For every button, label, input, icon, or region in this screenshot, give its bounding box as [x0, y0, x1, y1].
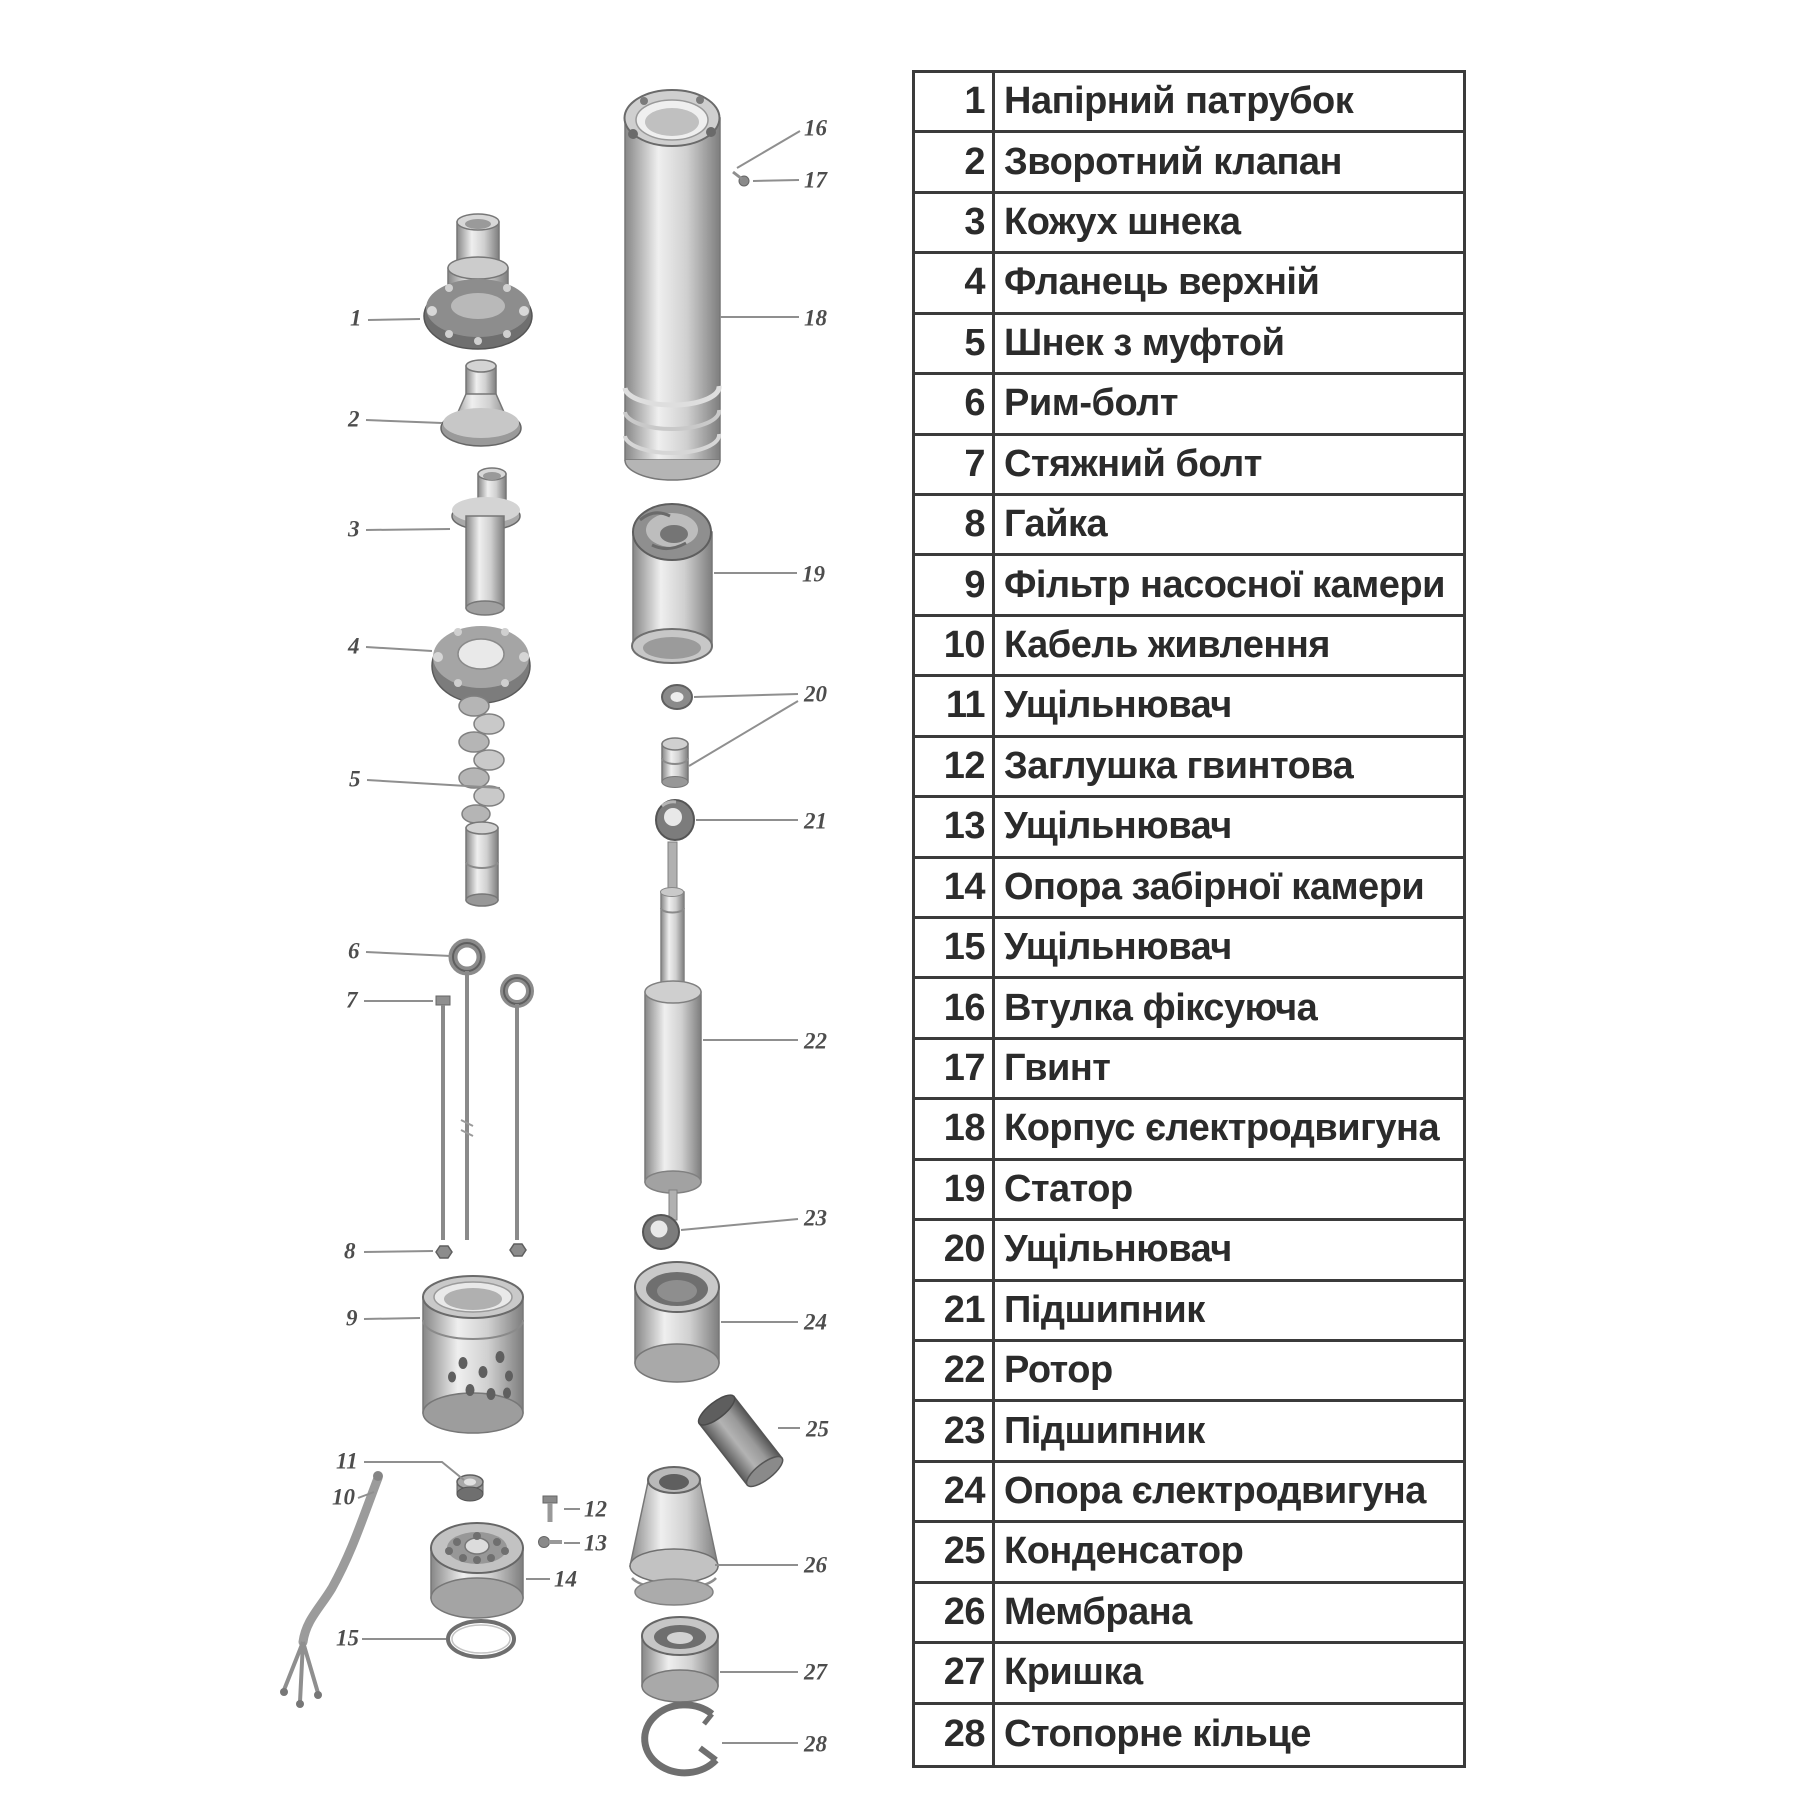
callout-label: 22	[804, 1028, 827, 1054]
part-24-motor-support	[635, 1262, 719, 1382]
part-number: 5	[915, 315, 995, 375]
part-7-tie-bolts	[436, 971, 517, 1240]
callout-label: 28	[804, 1731, 827, 1757]
part-name: Ротор	[995, 1342, 1463, 1402]
part-number: 22	[915, 1342, 995, 1402]
leader-line	[366, 420, 442, 423]
part-number: 4	[915, 254, 995, 314]
part-4-upper-flange	[432, 626, 530, 703]
callout-label: 27	[804, 1659, 827, 1685]
callout-label: 8	[344, 1238, 356, 1264]
part-name: Кожух шнека	[995, 194, 1463, 254]
leader-line	[689, 701, 798, 766]
leader-line	[753, 180, 799, 181]
part-name: Рим-болт	[995, 375, 1463, 435]
callout-label: 13	[584, 1530, 607, 1556]
part-number: 2	[915, 133, 995, 193]
part-22-rotor	[645, 842, 701, 1220]
leader-line	[366, 529, 450, 530]
part-number: 17	[915, 1040, 995, 1100]
part-number: 24	[915, 1463, 995, 1523]
callout-label: 10	[332, 1484, 355, 1510]
part-11-seal-nut	[457, 1475, 483, 1501]
part-number: 7	[915, 436, 995, 496]
part-number: 18	[915, 1100, 995, 1160]
part-name: Гайка	[995, 496, 1463, 556]
part-2-check-valve	[441, 360, 521, 446]
callout-label: 6	[348, 938, 360, 964]
part-12-screw-plug	[543, 1496, 557, 1522]
part-name: Конденсатор	[995, 1523, 1463, 1583]
callout-label: 14	[554, 1566, 577, 1592]
leader-line	[364, 1318, 420, 1319]
callout-label: 19	[802, 561, 825, 587]
callout-label: 4	[348, 633, 360, 659]
part-number: 28	[915, 1705, 995, 1765]
part-number: 14	[915, 859, 995, 919]
callout-label: 23	[804, 1205, 827, 1231]
leader-line	[681, 1219, 798, 1230]
part-name: Опора єлектродвигуна	[995, 1463, 1463, 1523]
callout-label: 21	[804, 808, 827, 834]
callout-label: 2	[348, 406, 360, 432]
leader-line	[368, 319, 420, 320]
part-number: 3	[915, 194, 995, 254]
part-name: Ущільнювач	[995, 1221, 1463, 1281]
part-name: Опора забірної камери	[995, 859, 1463, 919]
part-3-auger-casing	[452, 468, 520, 615]
part-name: Ущільнювач	[995, 798, 1463, 858]
part-name: Підшипник	[995, 1282, 1463, 1342]
part-21-bearing	[656, 800, 694, 840]
part-5-auger-screw	[459, 696, 504, 906]
callout-label: 24	[804, 1309, 827, 1335]
part-name: Напірний патрубок	[995, 73, 1463, 133]
part-13-seal-screw	[539, 1537, 563, 1548]
callout-label: 20	[804, 681, 827, 707]
part-name: Заглушка гвинтова	[995, 738, 1463, 798]
leader-line	[366, 647, 432, 651]
part-name: Фільтр насосної камери	[995, 556, 1463, 616]
part-9-pump-chamber-filter	[423, 1276, 523, 1433]
part-number: 11	[915, 677, 995, 737]
callout-label: 7	[346, 987, 358, 1013]
part-19-stator	[632, 504, 712, 663]
part-name: Стяжний болт	[995, 436, 1463, 496]
part-number: 1	[915, 73, 995, 133]
part-name: Корпус єлектродвигуна	[995, 1100, 1463, 1160]
part-name: Кришка	[995, 1644, 1463, 1704]
part-name: Втулка фіксуюча	[995, 979, 1463, 1039]
part-number: 6	[915, 375, 995, 435]
part-name: Фланець верхній	[995, 254, 1463, 314]
part-number: 21	[915, 1282, 995, 1342]
part-number: 20	[915, 1221, 995, 1281]
part-15-o-ring	[448, 1621, 514, 1657]
leader-line	[737, 131, 800, 168]
part-number: 23	[915, 1402, 995, 1462]
callout-label: 18	[804, 305, 827, 331]
part-name: Гвинт	[995, 1040, 1463, 1100]
part-name: Ущільнювач	[995, 919, 1463, 979]
callout-label: 3	[348, 516, 360, 542]
parts-table	[912, 70, 1466, 1768]
callout-label: 15	[336, 1625, 359, 1651]
callout-label: 12	[584, 1496, 607, 1522]
part-number: 9	[915, 556, 995, 616]
part-number: 10	[915, 617, 995, 677]
part-name: Статор	[995, 1161, 1463, 1221]
part-17-screw	[733, 172, 749, 186]
part-1-discharge-pipe	[424, 214, 532, 349]
part-27-cap	[642, 1617, 718, 1702]
callout-label: 1	[350, 305, 362, 331]
callout-label: 25	[806, 1416, 829, 1442]
part-number: 16	[915, 979, 995, 1039]
part-26-membrane	[630, 1467, 718, 1605]
part-name: Кабель живлення	[995, 617, 1463, 677]
part-number: 27	[915, 1644, 995, 1704]
leader-line	[366, 952, 451, 956]
part-8-nuts	[436, 1244, 526, 1258]
part-number: 15	[915, 919, 995, 979]
part-23-bearing	[643, 1215, 679, 1249]
part-number: 8	[915, 496, 995, 556]
part-number: 13	[915, 798, 995, 858]
part-name: Підшипник	[995, 1402, 1463, 1462]
callout-label: 16	[804, 115, 827, 141]
part-name: Стопорне кільце	[1004, 1713, 1311, 1756]
callout-label: 17	[804, 167, 827, 193]
part-20-seals	[662, 685, 692, 788]
part-name: Ущільнювач	[995, 677, 1463, 737]
part-name: Шнек з муфтой	[995, 315, 1463, 375]
part-28-retaining-ring	[645, 1705, 716, 1773]
leader-line	[694, 694, 798, 697]
callout-label: 9	[346, 1305, 358, 1331]
callout-label: 26	[804, 1552, 827, 1578]
callout-label: 11	[336, 1448, 358, 1474]
part-number: 12	[915, 738, 995, 798]
part-25-capacitor	[694, 1390, 787, 1491]
leader-line	[364, 1251, 433, 1252]
part-14-intake-chamber-support	[431, 1523, 523, 1618]
part-name: Мембрана	[995, 1584, 1463, 1644]
part-number: 26	[915, 1584, 995, 1644]
callout-label: 5	[349, 766, 361, 792]
part-number: 25	[915, 1523, 995, 1583]
part-18-motor-housing	[625, 90, 721, 480]
part-name: Зворотний клапан	[995, 133, 1463, 193]
part-number: 19	[915, 1161, 995, 1221]
part-6-eye-bolts	[453, 943, 530, 1004]
